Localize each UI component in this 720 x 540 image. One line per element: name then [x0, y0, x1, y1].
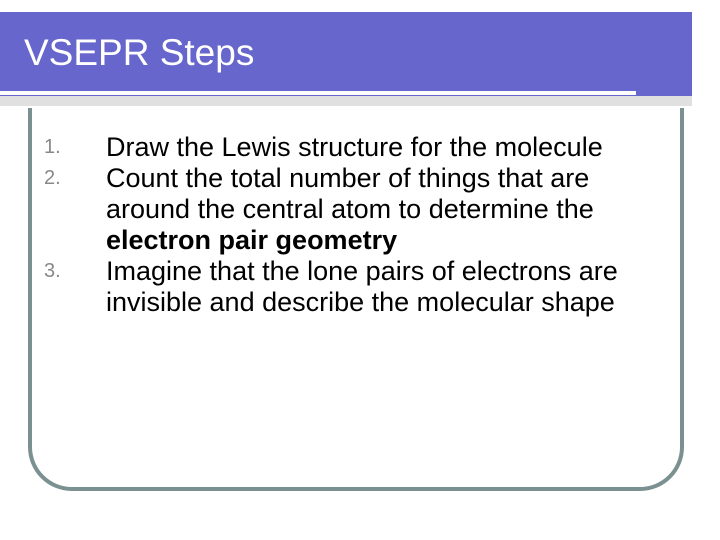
step-number: 1.: [44, 136, 61, 158]
step-number: 3.: [44, 260, 61, 282]
step-item-3: [0, 256, 676, 318]
step-text: [106, 163, 676, 256]
step-text: Draw the Lewis structure for the molecule: [106, 132, 603, 162]
steps-list: [0, 132, 676, 318]
step-item-2: [0, 163, 676, 256]
slide-title: VSEPR Steps: [24, 32, 255, 73]
step-text-regular: Count the total number of things that are around the central atom to determine the: [106, 163, 594, 224]
step-text: Imagine that the lone pairs of electrons are invisible and describe the molecular shape: [106, 256, 618, 317]
title-underline: [0, 91, 636, 95]
step-number: 2.: [44, 167, 61, 189]
title-bar-shadow: [0, 96, 692, 106]
step-item-1: [0, 132, 676, 163]
step-text-bold: electron pair geometry: [106, 225, 398, 255]
